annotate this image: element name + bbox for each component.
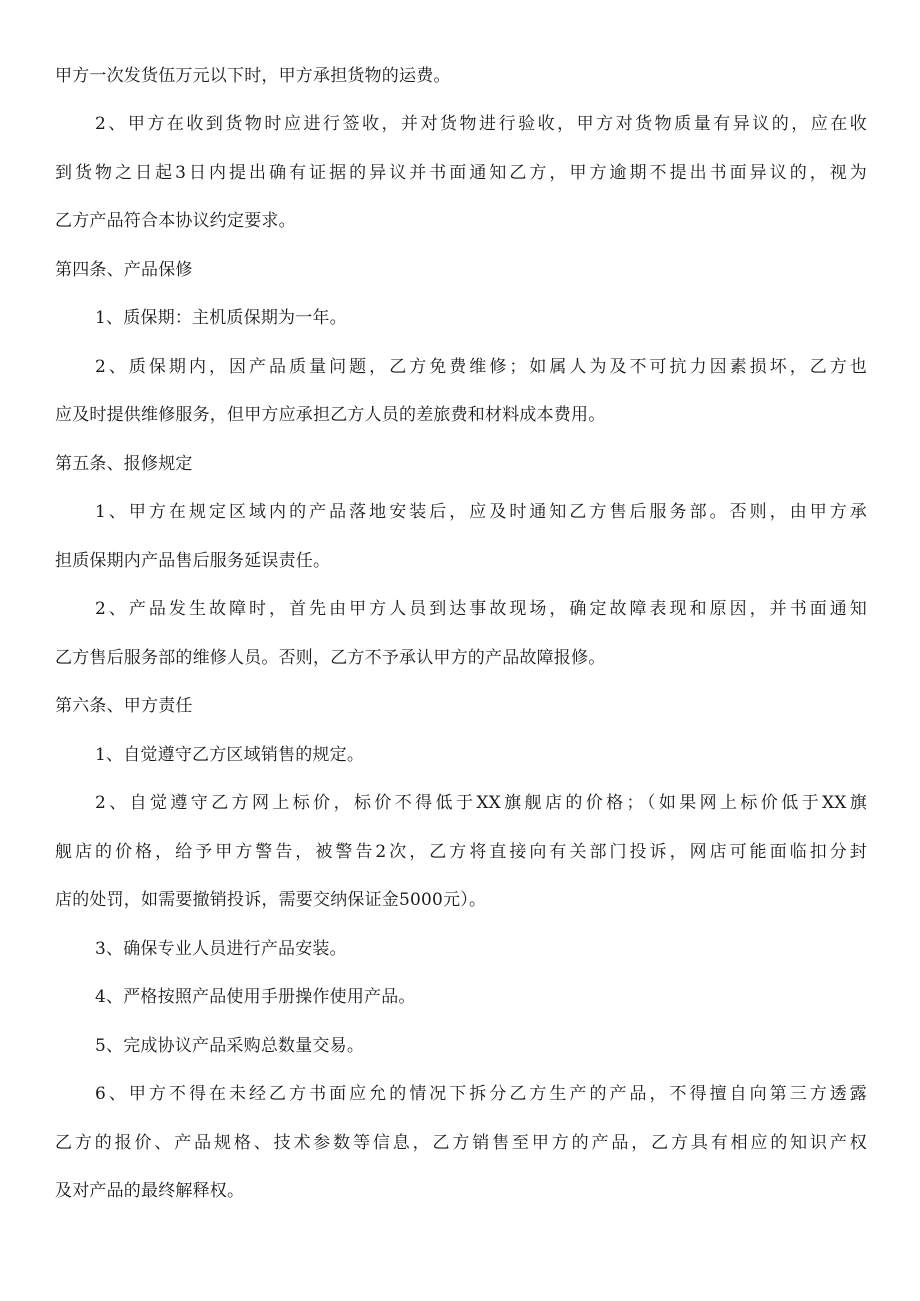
- paragraph-line: 担质保期内产品售后服务延误责任。: [55, 551, 331, 571]
- paragraph-line: 4、严格按照产品使用手册操作使用产品。: [95, 987, 416, 1007]
- paragraph-line: 5、完成协议产品采购总数量交易。: [95, 1036, 365, 1056]
- paragraph-line: 1、甲方在规定区域内的产品落地安装后，应及时通知乙方售后服务部。否则，由甲方承: [95, 502, 867, 522]
- paragraph-line: 1、质保期：主机质保期为一年。: [95, 308, 347, 328]
- paragraph-line: 到货物之日起3日内提出确有证据的异议并书面通知乙方，甲方逾期不提出书面异议的，视为: [55, 163, 867, 183]
- paragraph-line: 甲方一次发货伍万元以下时，甲方承担货物的运费。: [55, 66, 451, 86]
- paragraph-line: 2、质保期内，因产品质量问题，乙方免费维修；如属人为及不可抗力因素损坏，乙方也: [95, 357, 867, 377]
- paragraph-line: 2、产品发生故障时，首先由甲方人员到达事故现场，确定故障表现和原因，并书面通知: [95, 599, 867, 619]
- section-heading: 第六条、甲方责任: [55, 696, 193, 716]
- paragraph-line: 应及时提供维修服务，但甲方应承担乙方人员的差旅费和材料成本费用。: [55, 405, 606, 425]
- section-heading: 第四条、产品保修: [55, 260, 193, 280]
- paragraph-line: 及对产品的最终解释权。: [55, 1181, 245, 1201]
- paragraph-line: 舰店的价格，给予甲方警告，被警告2次，乙方将直接向有关部门投诉，网店可能面临扣分封: [55, 842, 867, 862]
- paragraph-line: 乙方产品符合本协议约定要求。: [55, 211, 296, 231]
- paragraph-line: 1、自觉遵守乙方区域销售的规定。: [95, 745, 365, 765]
- paragraph-line: 2、自觉遵守乙方网上标价，标价不得低于XX旗舰店的价格；（如果网上标价低于XX旗: [95, 793, 867, 813]
- section-heading: 第五条、报修规定: [55, 454, 193, 474]
- paragraph-line: 2、甲方在收到货物时应进行签收，并对货物进行验收，甲方对货物质量有异议的，应在收: [95, 114, 867, 134]
- paragraph-line: 6、甲方不得在未经乙方书面应允的情况下拆分乙方生产的产品，不得擅自向第三方透露: [95, 1084, 867, 1104]
- paragraph-line: 店的处罚，如需要撤销投诉，需要交纳保证金5000元）。: [55, 890, 487, 910]
- paragraph-line: 乙方的报价、产品规格、技术参数等信息，乙方销售至甲方的产品，乙方具有相应的知识产权: [55, 1133, 867, 1153]
- paragraph-line: 乙方售后服务部的维修人员。否则，乙方不予承认甲方的产品故障报修。: [55, 648, 606, 668]
- paragraph-line: 3、确保专业人员进行产品安装。: [95, 939, 347, 959]
